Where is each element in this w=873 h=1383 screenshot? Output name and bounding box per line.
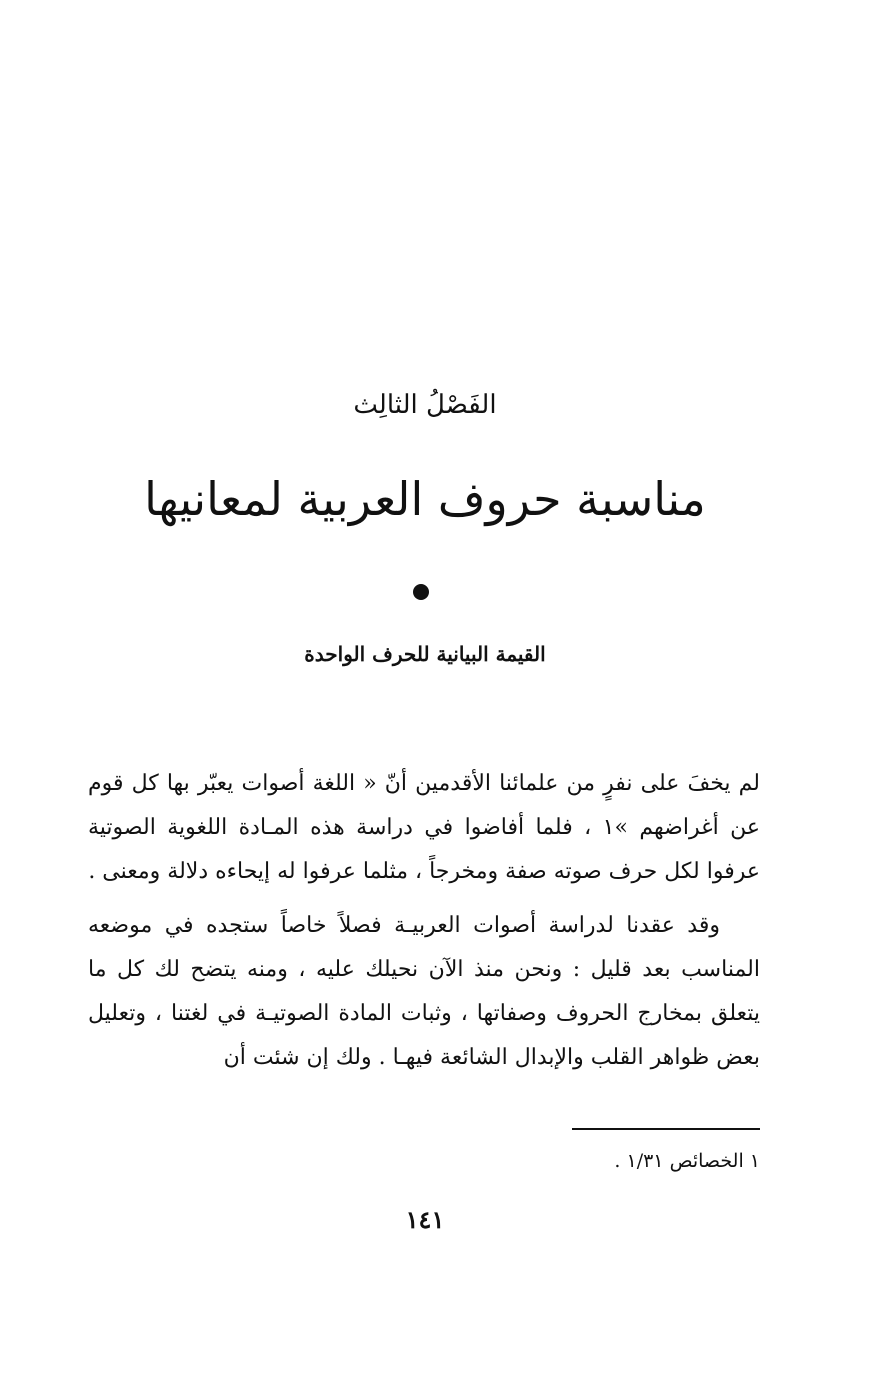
- page-number: ١٤١: [405, 1205, 445, 1234]
- section-title: القيمة البيانية للحرف الواحدة: [304, 642, 546, 666]
- body-text: [88, 762, 760, 1090]
- paragraph-1: لم يخفَ على نفرٍ من علمائنا الأقدمين أنّ « اللغة أصوات يعبّر بها كل قوم عن أغراضهم »١ ، فلما أفاضوا في دراسة هذه المـادة اللغوية الصوتية عرفوا لكل حرف صوته صفة ومخرجاً ، مثلما عرفوا له إيحاءه دلالة ومعنى .: [88, 771, 760, 884]
- bullet-ornament-icon: [413, 584, 429, 600]
- footnote-divider: [572, 1128, 760, 1130]
- paragraph-2: وقد عقدنا لدراسة أصوات العربيـة فصلاً خاصاً ستجده في موضعه المناسب بعد قليل : ونحن منذ الآن نحيلك عليه ، ومنه يتضح لك كل ما يتعلق بمخارج الحروف وصفاتها ، وثبات المادة الصوتيـة في لغتنا ، وتعليل بعض ظواهر القلب والإبدال الشائعة فيهـا . ولك إن شئت أن: [88, 913, 760, 1070]
- footnote: ١ الخصائص ١/٣١ .: [614, 1150, 760, 1172]
- chapter-title: مناسبة حروف العربية لمعانيها: [144, 472, 706, 526]
- chapter-label: الفَصْلُ الثالِث: [353, 390, 497, 420]
